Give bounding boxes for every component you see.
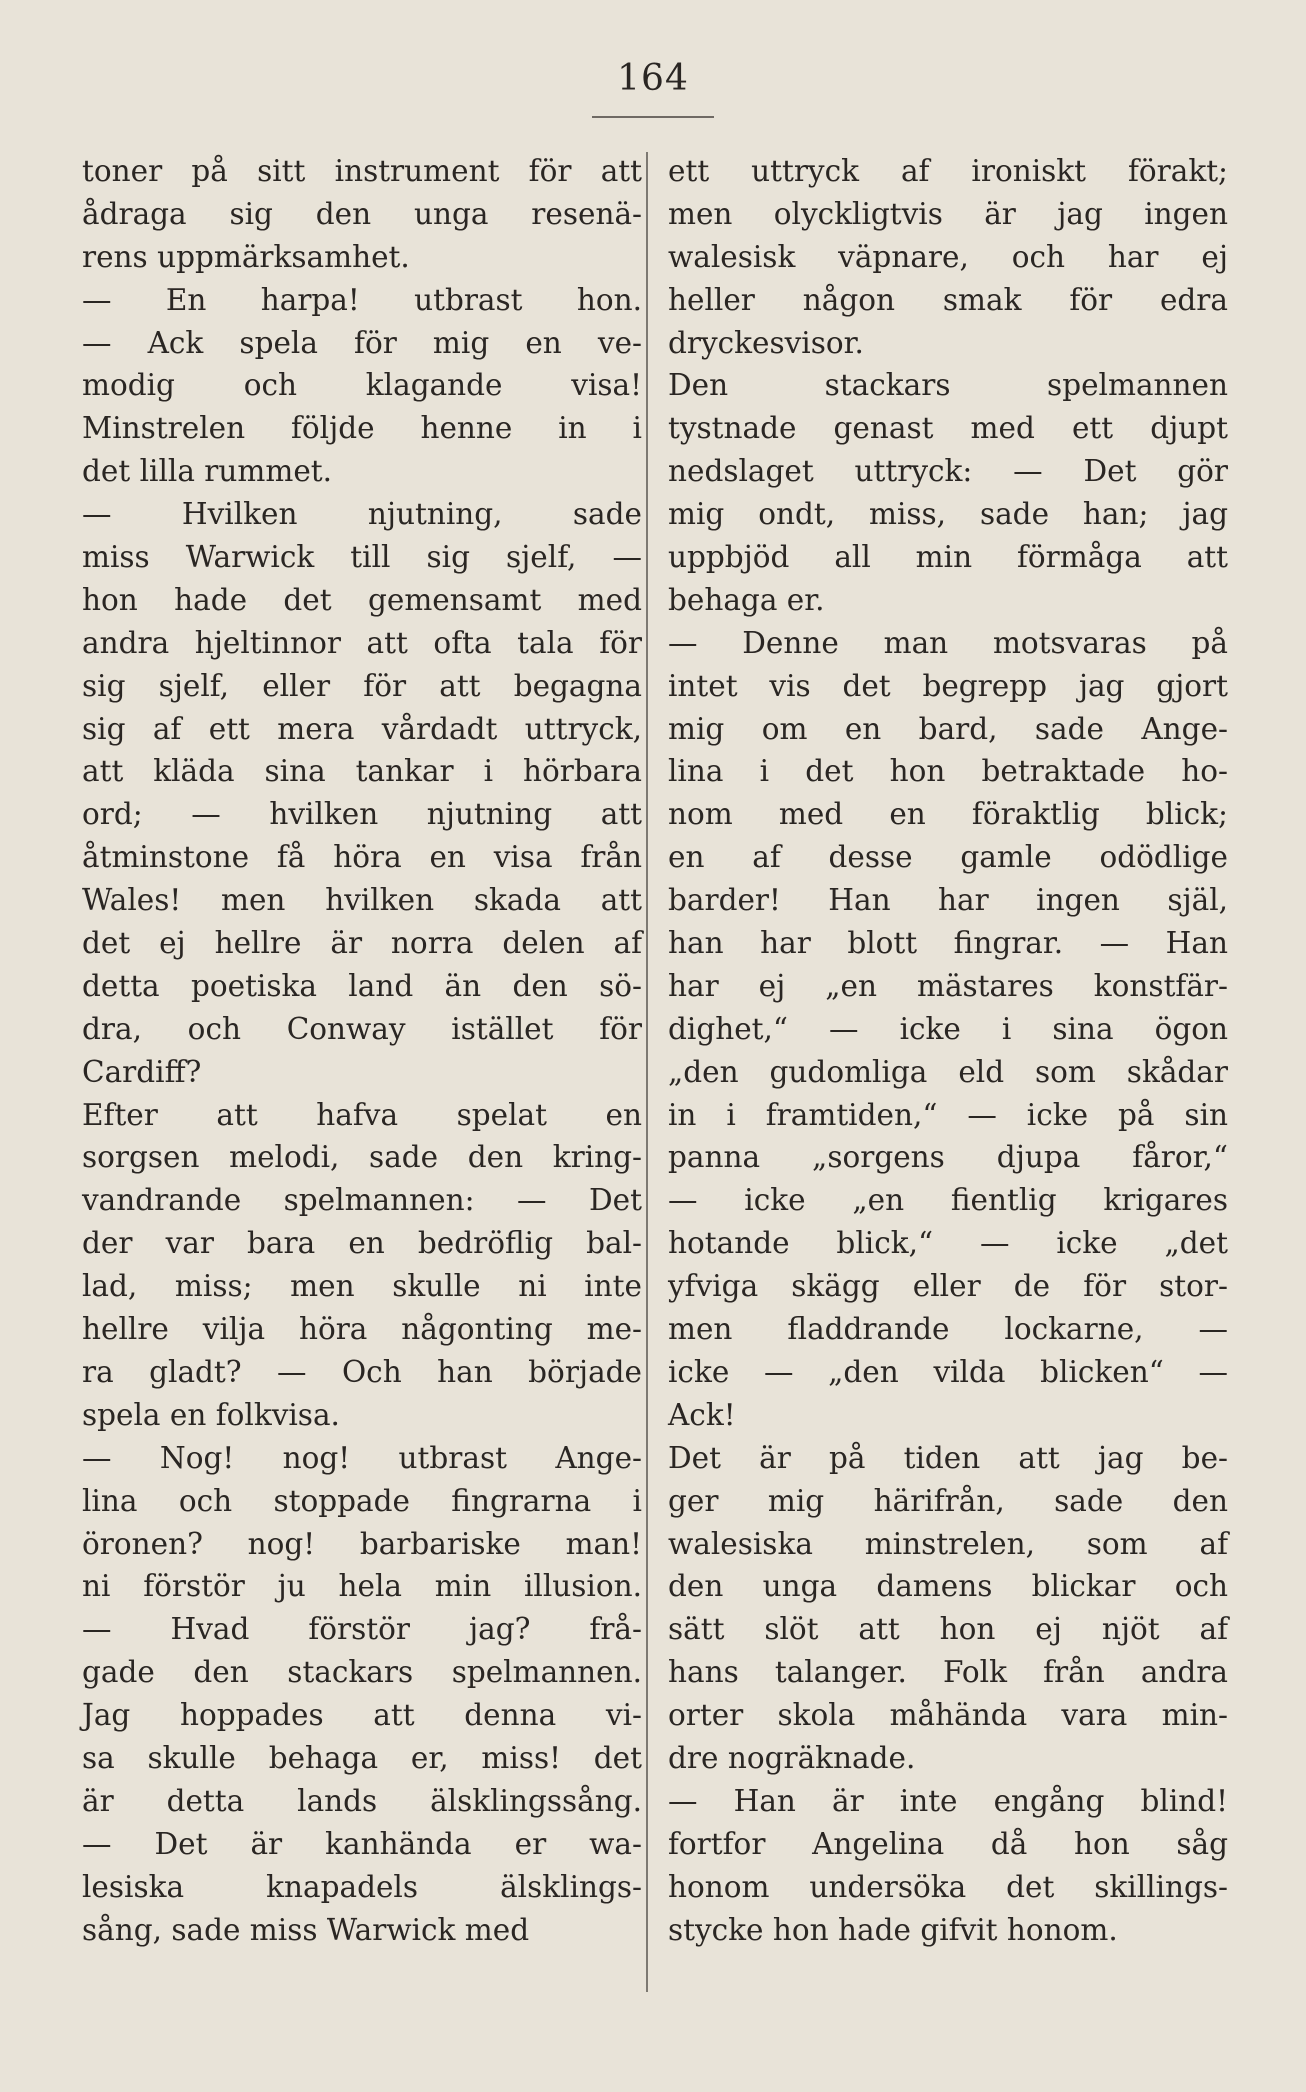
text-line: mig ondt, miss, sade han; jag <box>668 497 1228 532</box>
text-line: honom undersöka det skillings- <box>668 1869 1228 1904</box>
text-line: ra gladt? — Och han började <box>82 1354 642 1389</box>
text-line: åtminstone få höra en visa från <box>82 840 642 875</box>
text-line: icke — „den vilda blicken“ — <box>668 1354 1228 1389</box>
text-line: — Hvad förstör jag? frå- <box>82 1612 642 1647</box>
column-divider <box>646 152 648 1992</box>
text-line: — Det är kanhända er wa- <box>82 1826 642 1861</box>
text-line: modig och klagande visa! <box>82 368 642 403</box>
text-line: ådraga sig den unga resenä- <box>82 196 642 231</box>
text-line: tystnade genast med ett djupt <box>668 411 1228 446</box>
text-line: men olyckligtvis är jag ingen <box>668 196 1228 231</box>
text-line: han har blott fingrar. — Han <box>668 926 1228 961</box>
text-line: men fladdrande lockarne, — <box>668 1312 1228 1347</box>
text-line: andra hjeltinnor att ofta tala för <box>82 625 642 660</box>
text-line: detta poetiska land än den sö- <box>82 968 642 1003</box>
text-line: hellre vilja höra någonting me- <box>82 1312 642 1347</box>
text-line: mig om en bard, sade Ange- <box>668 711 1228 746</box>
text-line: sorgsen melodi, sade den kring- <box>82 1140 642 1175</box>
text-line: stycke hon hade gifvit honom. <box>668 1912 1118 1947</box>
text-line: — Nog! nog! utbrast Ange- <box>82 1440 642 1475</box>
text-line: heller någon smak för edra <box>668 282 1228 317</box>
text-line: rens uppmärksamhet. <box>82 239 410 274</box>
text-line: miss Warwick till sig sjelf, — <box>82 540 642 575</box>
text-line: lina i det hon betraktade ho- <box>668 754 1228 789</box>
text-line: Ack! <box>668 1397 736 1432</box>
text-line: Jag hoppades att denna vi- <box>82 1698 642 1733</box>
text-line: det ej hellre är norra delen af <box>82 926 642 961</box>
text-line: der var bara en bedröflig bal- <box>82 1226 642 1261</box>
text-line: intet vis det begrepp jag gjort <box>668 668 1228 703</box>
text-line: gade den stackars spelmannen. <box>82 1655 642 1690</box>
text-line: fortfor Angelina då hon såg <box>668 1826 1228 1861</box>
text-line: Efter att hafva spelat en <box>82 1097 642 1132</box>
text-line: en af desse gamle odödlige <box>668 840 1228 875</box>
text-line: Den stackars spelmannen <box>668 368 1228 403</box>
text-line: sa skulle behaga er, miss! det <box>82 1740 642 1775</box>
text-line: Cardiff? <box>82 1054 202 1089</box>
text-line: Minstrelen följde henne in i <box>82 411 642 446</box>
text-line: walesisk väpnare, och har ej <box>668 239 1228 274</box>
text-line: — icke „en fientlig krigares <box>668 1183 1228 1218</box>
text-line: — En harpa! utbrast hon. <box>82 282 642 317</box>
text-line: den unga damens blickar och <box>668 1569 1228 1604</box>
text-line: — Han är inte engång blind! <box>668 1783 1228 1818</box>
text-line: är detta lands älsklingssång. <box>82 1783 642 1818</box>
text-line: ett uttryck af ironiskt förakt; <box>668 154 1228 188</box>
text-line: hon hade det gemensamt med <box>82 582 642 617</box>
text-line: har ej „en mästares konstfär- <box>668 968 1228 1003</box>
text-line: sätt slöt att hon ej njöt af <box>668 1612 1228 1647</box>
text-line: dighet,“ — icke i sina ögon <box>668 1011 1228 1046</box>
text-line: barder! Han har ingen själ, <box>668 883 1228 918</box>
text-line: att kläda sina tankar i hörbara <box>82 754 642 789</box>
text-line: ord; — hvilken njutning att <box>82 797 642 832</box>
left-column <box>82 150 642 1951</box>
text-line: lad, miss; men skulle ni inte <box>82 1269 642 1304</box>
text-line: hans talanger. Folk från andra <box>668 1655 1228 1690</box>
text-line: — Hvilken njutning, sade <box>82 497 642 532</box>
text-line: Det är på tiden att jag be- <box>668 1440 1228 1475</box>
text-line: behaga er. <box>668 582 825 617</box>
text-line: spela en folkvisa. <box>82 1397 340 1432</box>
text-line: sång, sade miss Warwick med <box>82 1912 530 1947</box>
page-number: 164 <box>617 58 689 99</box>
text-line: ni förstör ju hela min illusion. <box>82 1569 642 1604</box>
text-line: nedslaget uttryck: — Det gör <box>668 454 1228 489</box>
right-column <box>668 150 1228 1951</box>
text-line: — Denne man motsvaras på <box>668 625 1228 660</box>
text-line: dre nogräknade. <box>668 1740 916 1775</box>
page-number-rule <box>592 116 714 118</box>
text-line: ger mig härifrån, sade den <box>668 1483 1228 1518</box>
text-line: dryckesvisor. <box>668 325 864 360</box>
text-line: toner på sitt instrument för att <box>82 154 642 188</box>
text-line: „den gudomliga eld som skådar <box>668 1054 1228 1089</box>
text-line: lesiska knapadels älsklings- <box>82 1869 642 1904</box>
text-line: yfviga skägg eller de för stor- <box>668 1269 1228 1304</box>
text-line: walesiska minstrelen, som af <box>668 1526 1228 1561</box>
text-line: dra, och Conway istället för <box>82 1011 642 1046</box>
text-line: öronen? nog! barbariske man! <box>82 1526 642 1561</box>
text-line: nom med en föraktlig blick; <box>668 797 1228 832</box>
text-line: uppbjöd all min förmåga att <box>668 540 1228 575</box>
text-line: — Ack spela för mig en ve- <box>82 325 642 360</box>
text-line: sig af ett mera vårdadt uttryck, <box>82 711 642 746</box>
text-line: det lilla rummet. <box>82 454 333 489</box>
text-line: lina och stoppade fingrarna i <box>82 1483 642 1518</box>
text-line: vandrande spelmannen: — Det <box>82 1183 642 1218</box>
text-line: panna „sorgens djupa fåror,“ <box>668 1140 1228 1175</box>
text-line: hotande blick,“ — icke „det <box>668 1226 1228 1261</box>
text-line: Wales! men hvilken skada att <box>82 883 642 918</box>
text-line: in i framtiden,“ — icke på sin <box>668 1097 1228 1132</box>
text-line: orter skola måhända vara min- <box>668 1698 1228 1733</box>
text-line: sig sjelf, eller för att begagna <box>82 668 642 703</box>
